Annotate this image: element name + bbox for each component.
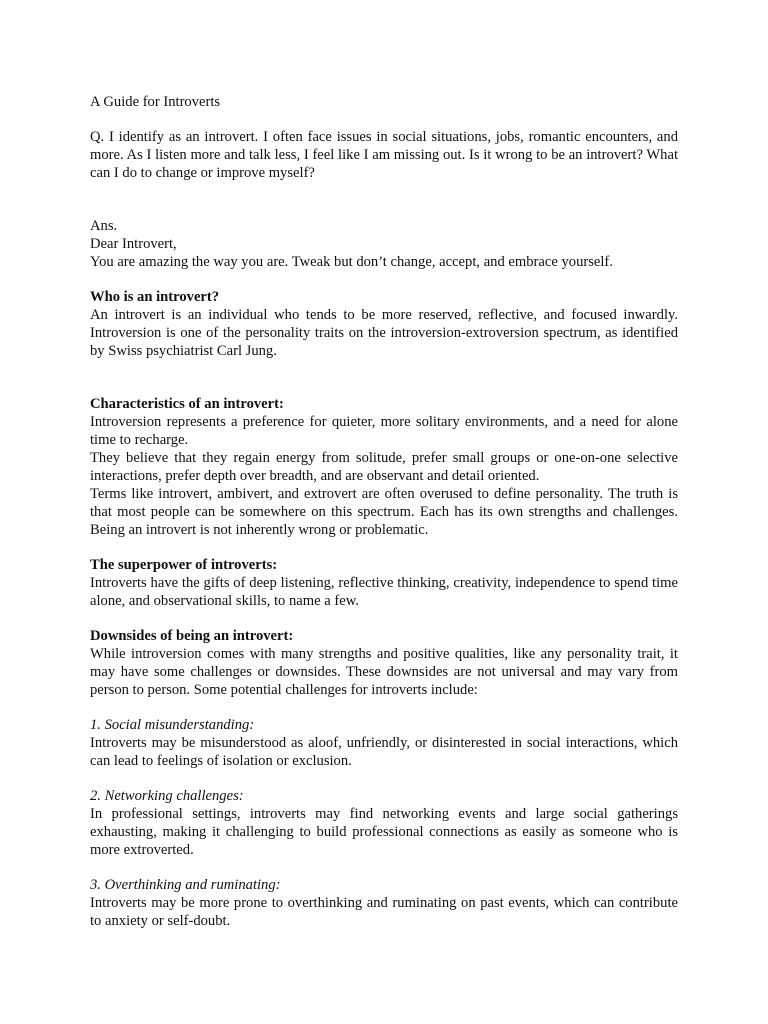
challenge-title: 3. Overthinking and ruminating: xyxy=(90,877,281,893)
section-paragraph: While introversion comes with many strengths and positive qualities, like any personality trait, it may have some challenges or downsides. These downsides are not universal and may vary from person to person. Some potential challenges for introverts include: xyxy=(90,646,678,698)
section-paragraph: Introverts have the gifts of deep listening, reflective thinking, creativity, independence to spend time alone, and observational skills, to name a few. xyxy=(90,575,678,609)
question-paragraph: Q. I identify as an introvert. I often face issues in social situations, jobs, romantic encounters, and more. As I listen more and talk less, I feel like I am missing out. Is it wrong to be an introvert? What can I do to change or improve myself? xyxy=(90,129,678,181)
challenge-title: 1. Social misunderstanding: xyxy=(90,717,255,733)
section-paragraph: Terms like introvert, ambivert, and extrovert are often overused to define personality. The truth is that most people can be somewhere on this spectrum. Each has its own strengths and challenges. Being an introvert is not inherently wrong or problematic. xyxy=(90,486,678,538)
section-paragraph: An introvert is an individual who tends to be more reserved, reflective, and focused inwardly. Introversion is one of the personality traits on the introversion-extroversion spectrum, as identified by Swiss psychiatrist Carl Jung. xyxy=(90,307,678,359)
document-page xyxy=(90,93,678,947)
section-paragraph: Introversion represents a preference for quieter, more solitary environments, and a need for alone time to recharge. xyxy=(90,414,678,448)
challenge-text: Introverts may be more prone to overthinking and ruminating on past events, which can contribute to anxiety or self-doubt. xyxy=(90,895,678,929)
section-heading: Downsides of being an introvert: xyxy=(90,628,294,644)
answer-label: Ans. xyxy=(90,218,118,234)
challenge-item xyxy=(90,787,678,859)
challenge-text: Introverts may be misunderstood as aloof, unfriendly, or disinterested in social interactions, which can lead to feelings of isolation or exclusion. xyxy=(90,735,678,769)
answer-intro xyxy=(90,217,678,271)
section-paragraph: They believe that they regain energy from solitude, prefer small groups or one-on-one selective interactions, prefer depth over breadth, and are observant and detail oriented. xyxy=(90,450,678,484)
answer-salutation: Dear Introvert, xyxy=(90,236,177,252)
document-title: A Guide for Introverts xyxy=(90,94,221,110)
section-downsides xyxy=(90,627,678,699)
section-who-is-introvert xyxy=(90,288,678,360)
section-characteristics xyxy=(90,395,678,539)
answer-opening: You are amazing the way you are. Tweak but don’t change, accept, and embrace yourself. xyxy=(90,254,613,270)
challenge-text: In professional settings, introverts may find networking events and large social gatherings exhausting, making it challenging to build professional connections as easily as someone who is more extroverted. xyxy=(90,806,678,858)
challenge-title: 2. Networking challenges: xyxy=(90,788,244,804)
section-heading: Who is an introvert? xyxy=(90,289,220,305)
section-heading: The superpower of introverts: xyxy=(90,557,278,573)
section-heading: Characteristics of an introvert: xyxy=(90,396,284,412)
section-superpower xyxy=(90,556,678,610)
challenge-item xyxy=(90,876,678,930)
challenge-item xyxy=(90,716,678,770)
